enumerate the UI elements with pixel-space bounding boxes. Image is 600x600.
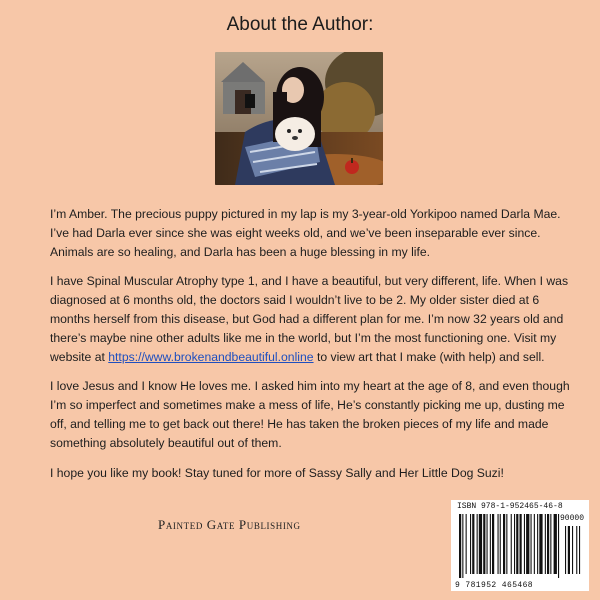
- isbn-barcode: [451, 500, 589, 591]
- barcode-bar: [477, 514, 478, 574]
- author-photo: [215, 52, 383, 185]
- barcode-bar: [503, 514, 505, 574]
- addon-bar: [579, 526, 580, 574]
- barcode-bar: [550, 514, 551, 574]
- barcode-bar: [490, 514, 491, 574]
- barcode-bar: [520, 514, 522, 574]
- addon-bar: [576, 526, 577, 574]
- bio-paragraph-1: I’m Amber. The precious puppy pictured in my lap is my 3-year-old Yorkipoo named Darla Mae. I’ve had Darla ever since she was eight weeks old, and we’ve been inseparable ever since. Animals are so healing, and Darla has been a huge blessing in my life.: [50, 207, 561, 259]
- author-bio: [50, 205, 572, 493]
- barcode-bar: [498, 514, 499, 574]
- barcode-bar: [539, 514, 542, 574]
- barcode-bar: [531, 514, 532, 574]
- barcode-bar: [459, 514, 461, 578]
- publisher-name: Painted Gate Publishing: [158, 517, 301, 532]
- addon-bar: [572, 526, 573, 574]
- barcode-bars: [451, 500, 589, 591]
- barcode-bar: [547, 514, 549, 574]
- barcode-bar: [479, 514, 482, 574]
- barcode-bar: [526, 514, 529, 574]
- barcode-bar: [506, 514, 507, 574]
- ean-digits: 9 781952 465468: [455, 581, 534, 590]
- website-link[interactable]: https://www.brokenandbeautiful.online: [108, 349, 314, 364]
- barcode-bar: [466, 514, 467, 574]
- barcode-bar: [537, 514, 538, 574]
- bio-paragraph-4: I hope you like my book! Stay tuned for more of Sassy Sally and Her Little Dog Suzi!: [50, 465, 504, 480]
- isbn-label: ISBN 978-1-952465-46-8: [457, 502, 563, 511]
- bio-paragraph-2: [50, 272, 572, 366]
- barcode-bar: [516, 514, 518, 574]
- barcode-bar: [492, 514, 494, 574]
- page-title: About the Author:: [226, 14, 374, 35]
- author-photo-illustration: [215, 52, 383, 185]
- barcode-bar: [483, 514, 485, 574]
- price-code: 90000: [559, 514, 584, 523]
- barcode-bar: [558, 514, 559, 578]
- barcode-bar: [554, 514, 557, 574]
- barcode-bar: [534, 514, 535, 574]
- addon-bar: [565, 526, 566, 574]
- bio-paragraph-2-text-end: to view art that I make (with help) and sell.: [313, 349, 545, 364]
- barcode-bar: [470, 514, 471, 574]
- barcode-bar: [511, 514, 512, 574]
- barcode-bar: [500, 514, 501, 574]
- barcode-bar: [462, 514, 463, 578]
- barcode-bar: [514, 514, 515, 574]
- barcode-bar: [545, 514, 546, 574]
- barcode-bar: [524, 514, 525, 574]
- bio-paragraph-2-text: I have Spinal Muscular Atrophy type 1, and I have a beautiful, but very different, life. When I was diagnosed at 6 months old, the doctors said I wouldn’t live to be 2. My older sister died at 6 months herself from this disease, but God had a different plan for me. I’m now 32 years old and there’s maybe nine other adults like me in the world, but I’m the most functioning one. Visit my website at: [50, 274, 569, 364]
- barcode-bar: [487, 514, 488, 574]
- addon-bar: [568, 526, 570, 574]
- bio-paragraph-3: I love Jesus and I know He loves me. I asked him into my heart at the age of 8, and even though I’m so imperfect and sometimes make a mess of life, He’s constantly picking me up, dusting me off, and telling me to get back out there! He has taken the broken pieces of my life and made something absolutely beautiful out of them.: [50, 379, 570, 450]
- barcode-bar: [472, 514, 474, 574]
